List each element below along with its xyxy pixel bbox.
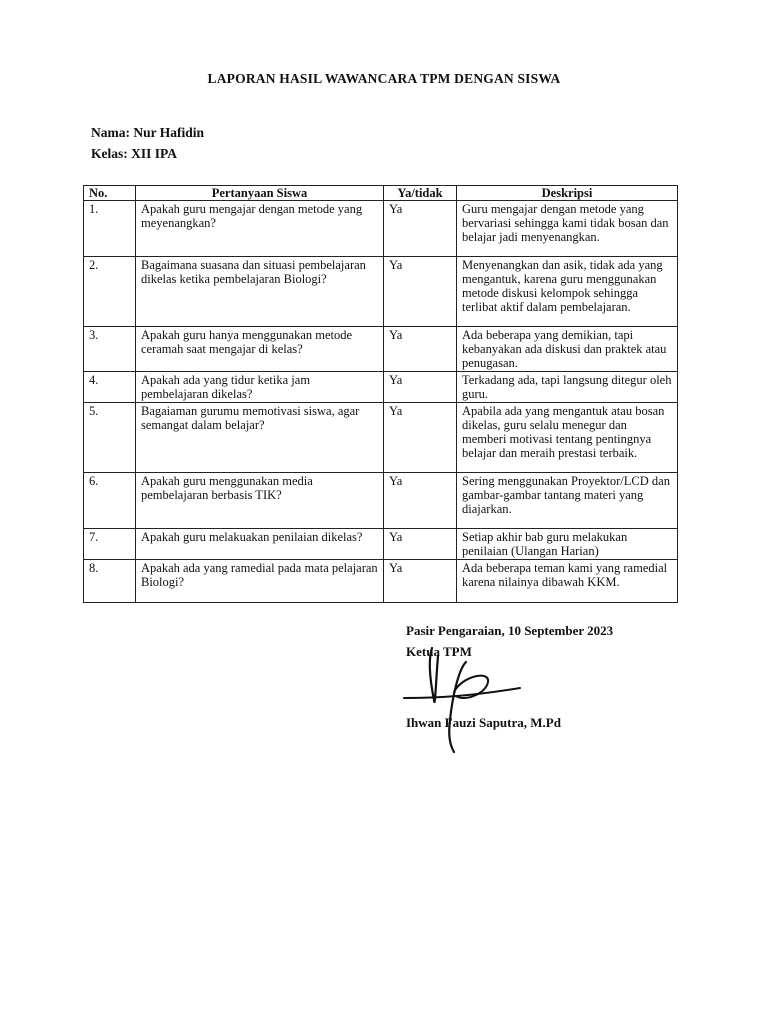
row-description: Apabila ada yang mengantuk atau bosan dikelas, guru selalu menegur dan memberi motivasi tentang pentingnya belajar dan meraih prestasi terbaik.	[457, 403, 678, 473]
row-description: Ada beberapa yang demikian, tapi kebanyakan ada diskusi dan praktek atau penugasan.	[457, 327, 678, 372]
row-question: Apakah guru hanya menggunakan metode ceramah saat mengajar di kelas?	[136, 327, 384, 372]
table-row	[84, 403, 678, 473]
row-description: Setiap akhir bab guru melakukan penilaian (Ulangan Harian)	[457, 529, 678, 560]
row-question: Bagaiaman gurumu memotivasi siswa, agar semangat dalam belajar?	[136, 403, 384, 473]
row-answer: Ya	[384, 201, 457, 257]
row-number: 3.	[84, 327, 136, 372]
row-question: Apakah ada yang ramedial pada mata pelajaran Biologi?	[136, 560, 384, 603]
row-answer: Ya	[384, 372, 457, 403]
signature-place-date: Pasir Pengaraian, 10 September 2023	[406, 623, 614, 638]
row-answer: Ya	[384, 529, 457, 560]
signature-role: Ketua TPM	[406, 644, 472, 659]
row-answer: Ya	[384, 327, 457, 372]
handwritten-signature	[400, 640, 560, 755]
row-number: 7.	[84, 529, 136, 560]
row-answer: Ya	[384, 473, 457, 529]
row-number: 1.	[84, 201, 136, 257]
table-row	[84, 473, 678, 529]
student-name: Nama: Nur Hafidin	[91, 125, 205, 140]
row-question: Apakah ada yang tidur ketika jam pembelajaran dikelas?	[136, 372, 384, 403]
signature-signer: Ihwan Fauzi Saputra, M.Pd	[406, 715, 561, 730]
row-description: Terkadang ada, tapi langsung ditegur oleh guru.	[457, 372, 678, 403]
row-number: 5.	[84, 403, 136, 473]
row-description: Ada beberapa teman kami yang ramedial karena nilainya dibawah KKM.	[457, 560, 678, 603]
row-question: Bagaimana suasana dan situasi pembelajaran dikelas ketika pembelajaran Biologi?	[136, 257, 384, 327]
row-answer: Ya	[384, 403, 457, 473]
row-question: Apakah guru menggunakan media pembelajaran berbasis TIK?	[136, 473, 384, 529]
row-answer: Ya	[384, 257, 457, 327]
table-row	[84, 529, 678, 560]
row-number: 6.	[84, 473, 136, 529]
header-description: Deskripsi	[457, 186, 678, 201]
header-no: No.	[84, 186, 136, 201]
row-description: Guru mengajar dengan metode yang bervariasi sehingga kami tidak bosan dan belajar jadi menyenangkan.	[457, 201, 678, 257]
row-number: 4.	[84, 372, 136, 403]
row-question: Apakah guru melakuakan penilaian dikelas?	[136, 529, 384, 560]
row-number: 8.	[84, 560, 136, 603]
student-class: Kelas: XII IPA	[91, 146, 177, 161]
row-number: 2.	[84, 257, 136, 327]
table-row	[84, 201, 678, 257]
header-answer: Ya/tidak	[384, 186, 457, 201]
table-row	[84, 560, 678, 603]
row-description: Sering menggunakan Proyektor/LCD dan gambar-gambar tantang materi yang diajarkan.	[457, 473, 678, 529]
row-question: Apakah guru mengajar dengan metode yang meyenangkan?	[136, 201, 384, 257]
interview-table	[83, 185, 678, 603]
document-title: LAPORAN HASIL WAWANCARA TPM DENGAN SISWA	[207, 71, 561, 86]
table-row	[84, 327, 678, 372]
row-answer: Ya	[384, 560, 457, 603]
table-row	[84, 372, 678, 403]
header-question: Pertanyaan Siswa	[136, 186, 384, 201]
table-row	[84, 257, 678, 327]
row-description: Menyenangkan dan asik, tidak ada yang mengantuk, karena guru menggunakan metode diskusi kelompok sehingga terlibat aktif dalam pembelajaran.	[457, 257, 678, 327]
table-header-row	[84, 186, 678, 201]
